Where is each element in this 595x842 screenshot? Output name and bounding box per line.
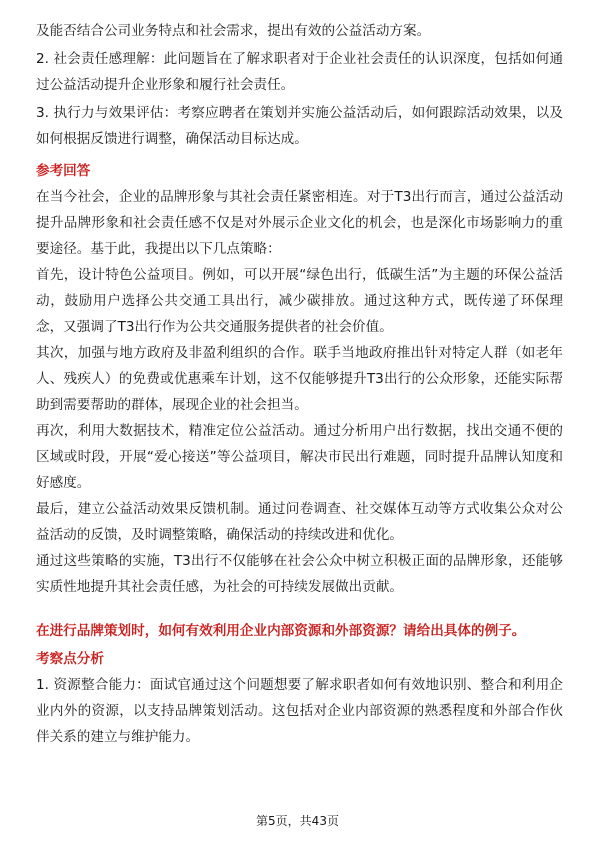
page-footer: 第5页，共43页 xyxy=(256,814,339,828)
answer-paragraph-2: 首先，设计特色公益项目。例如，可以开展“绿色出行，低碳生活”为主题的环保公益活动，鼓励用户选择公共交通工具出行，减少碳排放。通过这种方式，既传递了环保理念，又强调了T3出行作为公共交通服务提供者的社会价值。 xyxy=(36,267,563,335)
answer-paragraph-6: 通过这些策略的实施，T3出行不仅能够在社会公众中树立积极正面的品牌形象，还能够实质性地提升其社会责任感，为社会的可持续发展做出贡献。 xyxy=(36,553,563,595)
answer-paragraph-1: 在当今社会，企业的品牌形象与其社会责任紧密相连。对于T3出行而言，通过公益活动提升品牌形象和社会责任感不仅是对外展示企业文化的机会，也是深化市场影响力的重要途径。基于此，我提出以下几点策略： xyxy=(36,189,563,257)
document-page xyxy=(36,18,563,750)
analysis-paragraph-1: 1. 资源整合能力：面试官通过这个问题想要了解求职者如何有效地识别、整合和利用企业内外的资源，以支持品牌策划活动。这包括对企业内部资源的熟悉程度和外部合作伙伴关系的建立与维护能力。 xyxy=(36,677,563,745)
intro-paragraph-3: 3. 执行力与效果评估：考察应聘者在策划并实施公益活动后，如何跟踪活动效果，以及如何根据反馈进行调整，确保活动目标达成。 xyxy=(36,105,563,147)
answer-paragraph-4: 再次，利用大数据技术，精准定位公益活动。通过分析用户出行数据，找出交通不便的区域或时段，开展“爱心接送”等公益项目，解决市民出行难题，同时提升品牌认知度和好感度。 xyxy=(36,423,563,491)
analysis-section xyxy=(36,672,563,750)
intro-paragraph-1: 及能否结合公司业务特点和社会需求，提出有效的公益活动方案。 xyxy=(36,23,431,39)
answer-paragraph-3: 其次，加强与地方政府及非盈利组织的合作。联手当地政府推出针对特定人群（如老年人、残疾人）的免费或优惠乘车计划，这不仅能够提升T3出行的公众形象，还能实际帮助到需要帮助的群体，展现企业的社会担当。 xyxy=(36,345,563,413)
intro-section xyxy=(36,18,563,152)
reference-answer-heading: 参考回答 xyxy=(36,163,91,179)
intro-paragraph-2: 2. 社会责任感理解：此问题旨在了解求职者对于企业社会责任的认识深度，包括如何通过公益活动提升企业形象和履行社会责任。 xyxy=(36,51,563,93)
answer-paragraph-5: 最后，建立公益活动效果反馈机制。通过问卷调查、社交媒体互动等方式收集公众对公益活动的反馈，及时调整策略，确保活动的持续改进和优化。 xyxy=(36,501,563,543)
answer-section xyxy=(36,184,563,600)
next-question-heading: 在进行品牌策划时，如何有效利用企业内部资源和外部资源？请给出具体的例子。 xyxy=(36,623,526,639)
analysis-heading: 考察点分析 xyxy=(36,651,104,667)
